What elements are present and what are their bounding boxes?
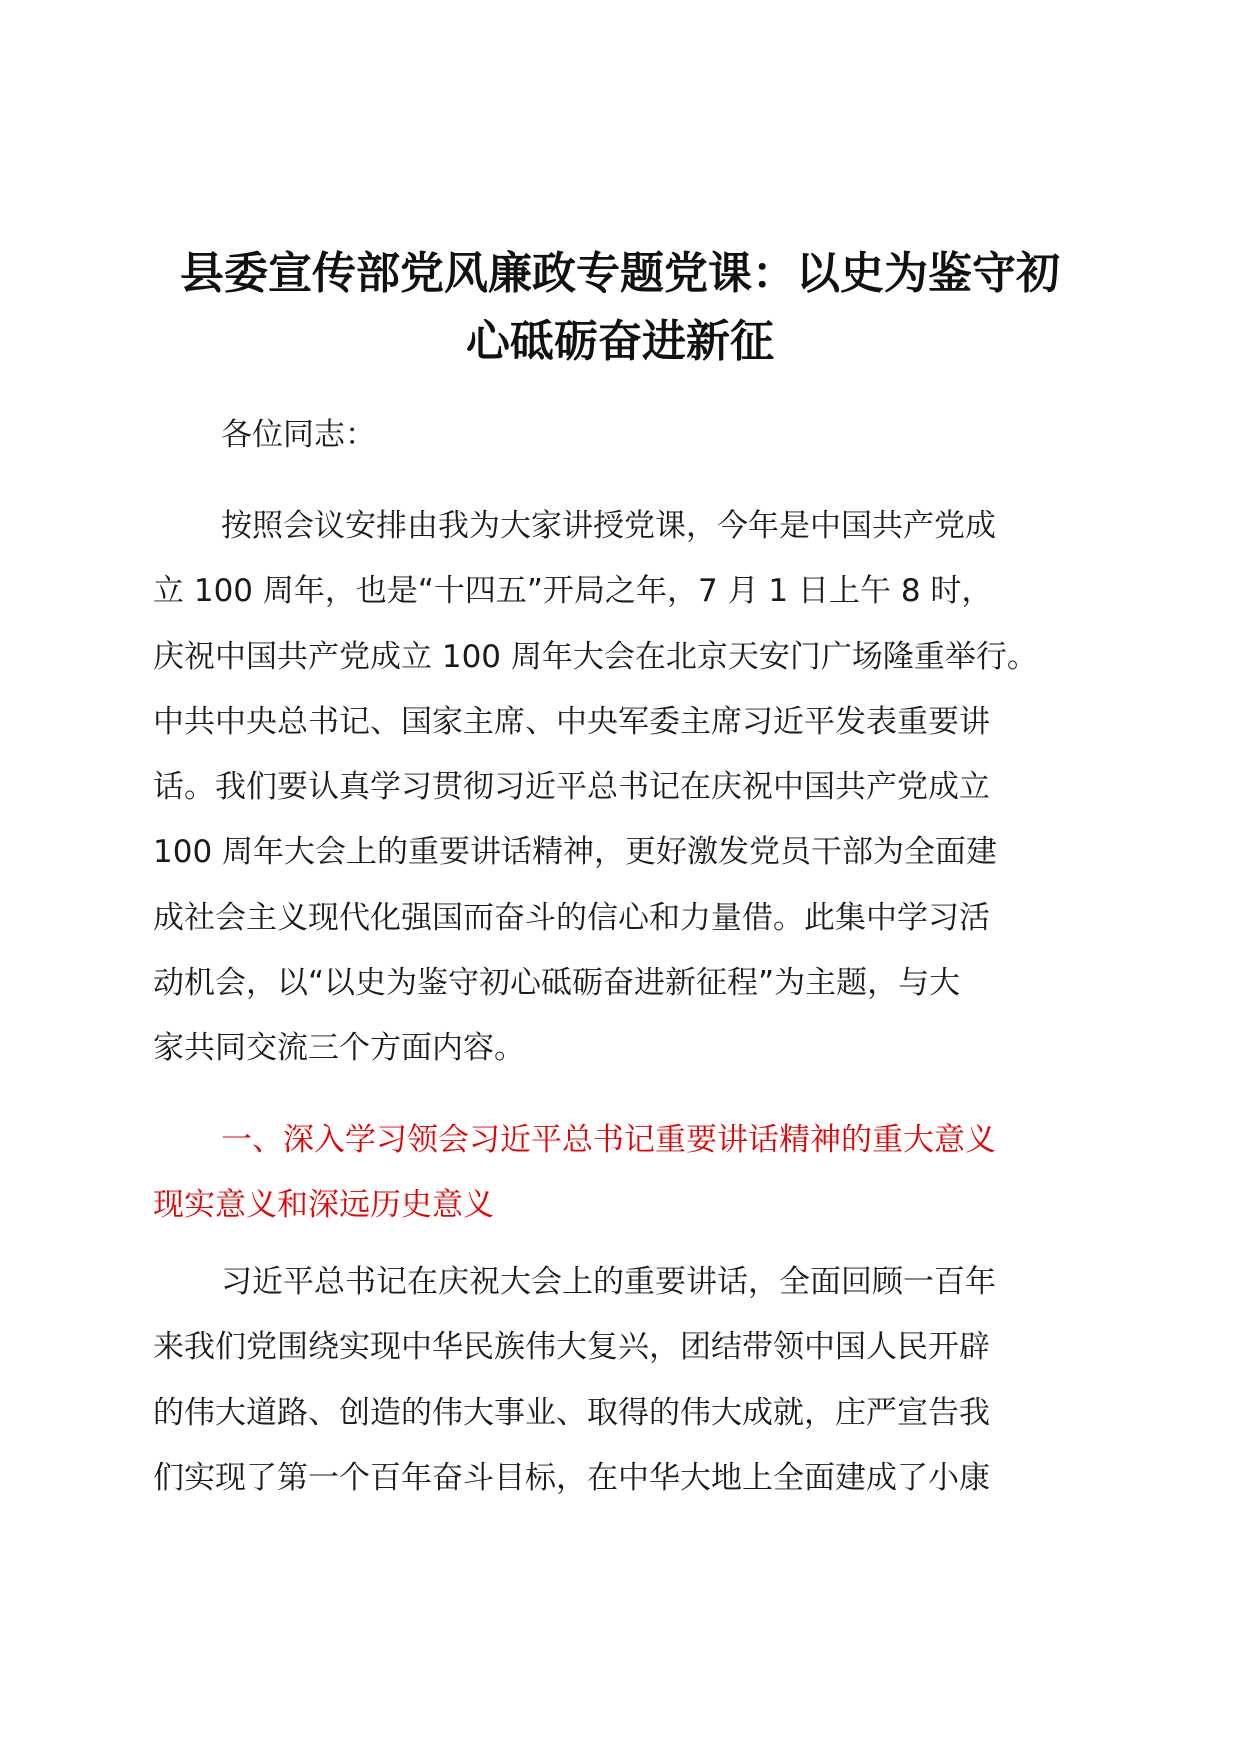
paragraph-line: 的伟大道路、创造的伟大事业、取得的伟大成就，庄严宣告我 — [153, 1394, 990, 1431]
paragraph-line: 习近平总书记在庆祝大会上的重要讲话，全面回顾一百年 — [221, 1264, 996, 1300]
paragraph-line: 动机会，以“以史为鉴守初心砥砺奋进新征程”为主题，与大 — [153, 965, 961, 1002]
heading-line: 一、深入学习领会习近平总书记重要讲话精神的重大意义 — [221, 1122, 996, 1158]
paragraph-line: 成社会主义现代化强国而奋斗的信心和力量借。此集中学习活 — [153, 899, 990, 936]
paragraph-line: 话。我们要认真学习贯彻习近平总书记在庆祝中国共产党成立 — [153, 769, 990, 806]
paragraph-line: 100 周年大会上的重要讲话精神，更好激发党员干部为全面建 — [153, 834, 998, 871]
title-line-1: 县委宣传部党风廉政专题党课：以史为鉴守初 — [180, 248, 1060, 299]
section-heading-1 — [153, 1108, 1088, 1239]
salutation-text: 各位同志： — [221, 417, 376, 453]
paragraph-line: 家共同交流三个方面内容。 — [153, 1030, 525, 1067]
paragraph-line: 庆祝中国共产党成立 100 周年大会在北京天安门广场隆重举行。 — [153, 638, 1038, 675]
paragraph-line: 中共中央总书记、国家主席、中央军委主席习近平发表重要讲 — [153, 703, 990, 740]
paragraph-section-1 — [153, 1250, 1088, 1511]
paragraph-line: 按照会议安排由我为大家讲授党课，今年是中国共产党成 — [221, 508, 996, 544]
paragraph-line: 立 100 周年，也是“十四五”开局之年，7 月 1 日上午 8 时， — [153, 573, 993, 610]
paragraph-line: 来我们党围绕实现中华民族伟大复兴，团结带领中国人民开辟 — [153, 1329, 990, 1366]
paragraph-intro — [153, 494, 1088, 1082]
heading-line: 现实意义和深远历史意义 — [153, 1187, 494, 1224]
salutation — [153, 403, 1156, 468]
paragraph-line: 们实现了第一个百年奋斗目标，在中华大地上全面建成了小康 — [153, 1459, 990, 1496]
document-title — [150, 240, 1090, 376]
title-line-2: 心砥砺奋进新征 — [466, 316, 774, 367]
